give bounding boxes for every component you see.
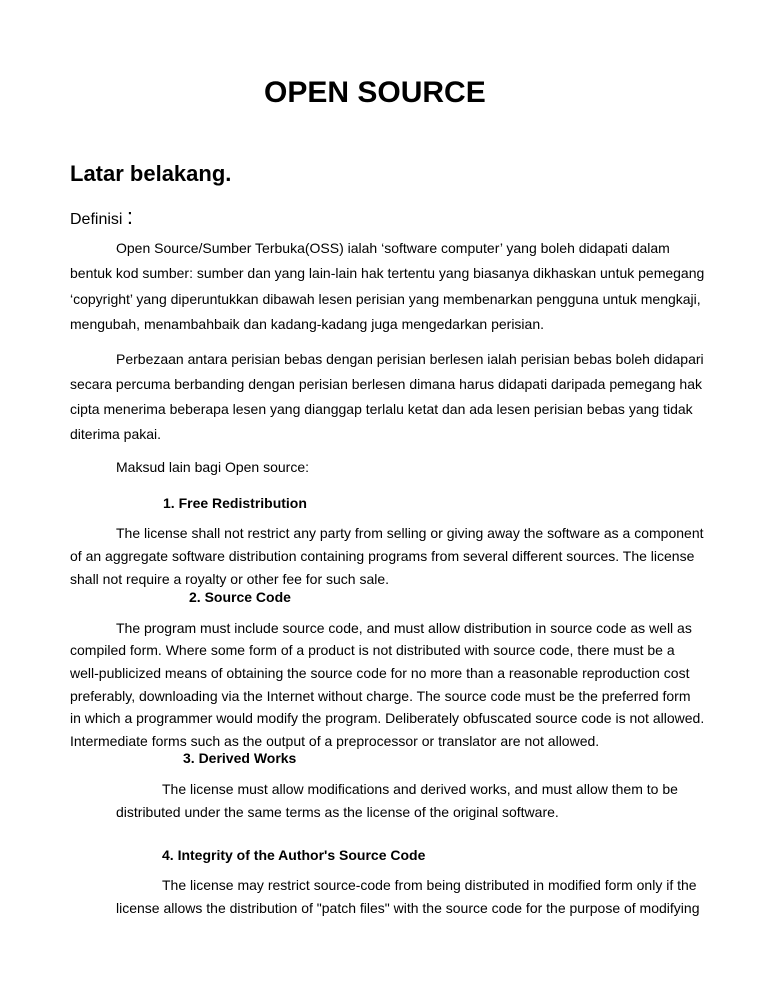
- paragraph-line: bentuk kod sumber: sumber dan yang lain-lain hak tertentu yang biasanya dikhaskan untuk pemegang: [70, 265, 705, 281]
- paragraph-line: shall not require a royalty or other fee for such sale.: [70, 571, 390, 587]
- paragraph-line: diterima pakai.: [70, 426, 162, 442]
- definisi-label: Definisi: [70, 211, 123, 228]
- paragraph-line: The license may restrict source-code from being distributed in modified form only if the: [162, 877, 697, 893]
- paragraph-line: of an aggregate software distribution containing programs from several different sources. The license: [70, 548, 695, 564]
- section-heading: Latar belakang.: [70, 161, 232, 186]
- subsection-heading: 4. Integrity of the Author's Source Code: [162, 847, 426, 863]
- subsection-heading: 1. Free Redistribution: [163, 495, 307, 511]
- paragraph-line: secara percuma berbanding dengan perisian berlesen dimana harus didapati daripada pemegang hak: [70, 376, 702, 392]
- paragraph-line: license allows the distribution of "patch files" with the source code for the purpose of modifying: [116, 900, 700, 916]
- paragraph-line: Intermediate forms such as the output of a preprocessor or translator are not allowed.: [70, 733, 600, 749]
- paragraph-line: well-publicized means of obtaining the source code for no more than a reasonable reproduction cost: [70, 665, 690, 681]
- paragraph-line: distributed under the same terms as the license of the original software.: [116, 804, 559, 820]
- paragraph-line: Perbezaan antara perisian bebas dengan perisian berlesen ialah perisian bebas boleh didapari: [116, 351, 704, 367]
- paragraph-line: Open Source/Sumber Terbuka(OSS) ialah ‘software computer’ yang boleh didapati dalam: [116, 240, 670, 256]
- subsection-heading: 3. Derived Works: [183, 750, 297, 766]
- paragraph-line: ‘copyright’ yang diperuntukkan dibawah lesen perisian yang membenarkan pengguna untuk mengkaji,: [70, 291, 701, 307]
- paragraph-line: in which a programmer would modify the program. Deliberately obfuscated source code is not allowed.: [70, 710, 705, 726]
- paragraph-line: Maksud lain bagi Open source:: [116, 459, 309, 475]
- paragraph-line: preferably, downloading via the Internet without charge. The source code must be the preferred form: [70, 688, 691, 704]
- paragraph-line: The license shall not restrict any party from selling or giving away the software as a component: [116, 525, 704, 541]
- definisi-heading: [70, 206, 133, 231]
- paragraph-line: cipta menerima beberapa lesen yang dianggap terlalu ketat dan ada lesen perisian bebas yang tidak: [70, 401, 693, 417]
- definisi-colon: :: [126, 204, 134, 229]
- subsection-heading: 2. Source Code: [189, 589, 291, 605]
- paragraph-line: mengubah, menambahbaik dan kadang-kadang juga mengedarkan perisian.: [70, 316, 544, 332]
- paragraph-line: compiled form. Where some form of a product is not distributed with source code, there must be a: [70, 642, 675, 658]
- paragraph-line: The license must allow modifications and derived works, and must allow them to be: [162, 781, 678, 797]
- paragraph-line: The program must include source code, and must allow distribution in source code as well as: [116, 620, 692, 636]
- page-title: OPEN SOURCE: [264, 76, 486, 109]
